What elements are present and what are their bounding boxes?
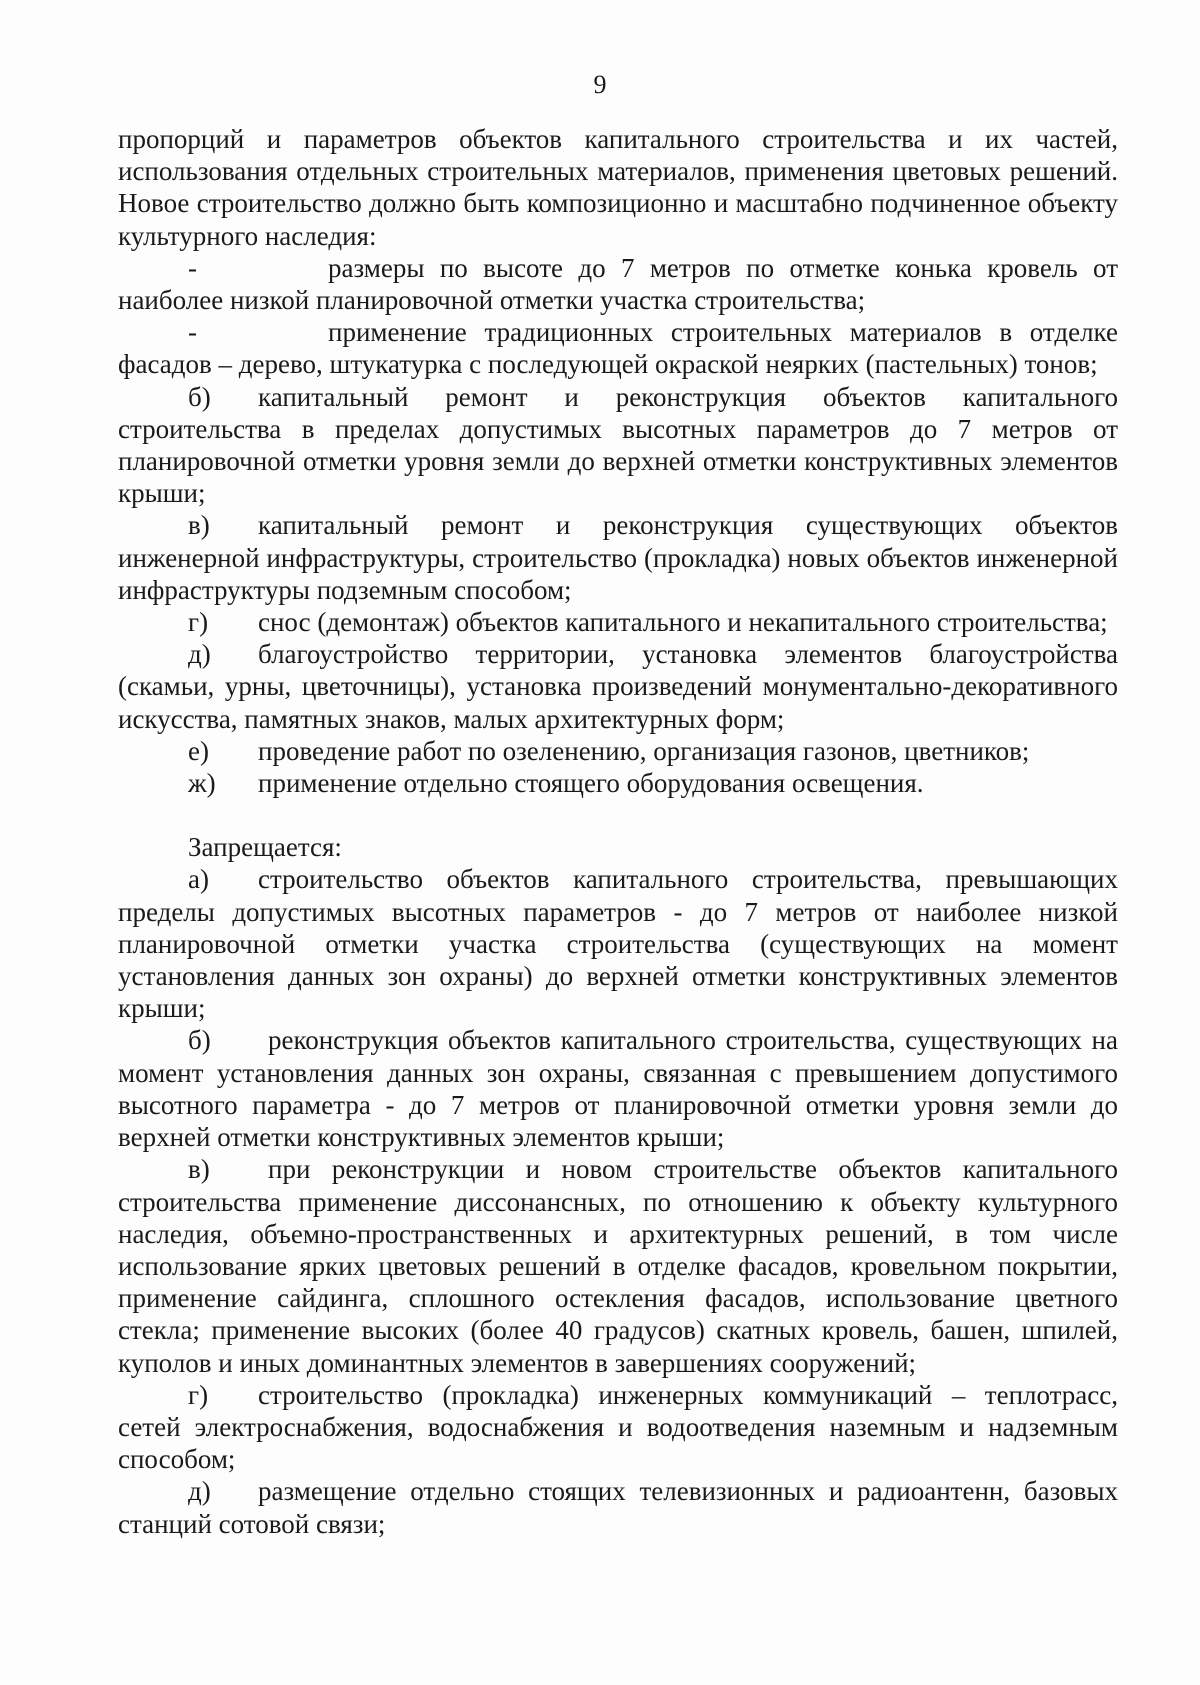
prohibited-item [118, 863, 1118, 1024]
prohibited-item [118, 1475, 1118, 1539]
allowed-item [118, 606, 1118, 638]
item-marker: а) [188, 864, 209, 895]
item-marker: д) [188, 639, 211, 670]
item-text: применение отдельно стоящего оборудования освещения. [258, 768, 924, 799]
dash-item [118, 316, 1118, 380]
item-marker: ж) [188, 768, 216, 799]
allowed-item [118, 735, 1118, 767]
allowed-item [118, 638, 1118, 735]
dash-item-text: применение традиционных строительных материалов в отделке фасадов – дерево, штукатурка с последующей окраской неярких (пастельных) тонов; [118, 317, 1118, 380]
item-text: строительство объектов капитального строительства, превышающих пределы допустимых высотных параметров - до 7 метров от наиболее низкой планировочной отметки участка строительства (существующих на момент установления данных зон охраны) до верхней отметки конструктивных элементов крыши; [118, 864, 1118, 1024]
allowed-item [118, 381, 1118, 510]
item-text: реконструкция объектов капитального строительства, существующих на момент установления данных зон охраны, связанная с превышением допустимого высотного параметра - до 7 метров от планировочной отметки уровня земли до верхней отметки конструктивных элементов крыши; [118, 1025, 1118, 1153]
allowed-item [118, 509, 1118, 606]
dash-marker: - [188, 252, 197, 283]
item-text: капитальный ремонт и реконструкция существующих объектов инженерной инфраструктуры, строительство (прокладка) новых объектов инженерной инфраструктуры подземным способом; [118, 510, 1118, 605]
dash-item-text: размеры по высоте до 7 метров по отметке конька кровель от наиболее низкой планировочной отметки участка строительства; [118, 252, 1118, 316]
item-text: проведение работ по озеленению, организация газонов, цветников; [258, 735, 1030, 766]
item-marker: б) [188, 1025, 211, 1056]
item-marker: е) [188, 735, 209, 766]
item-text: снос (демонтаж) объектов капитального и некапитального строительства; [258, 607, 1108, 638]
item-marker: в) [188, 510, 210, 541]
dash-item [118, 252, 1118, 316]
item-text: благоустройство территории, установка элементов благоустройства (скамьи, урны, цветочницы), установка произведений монументально-декоративного искусства, памятных знаков, малых архитектурных форм; [118, 639, 1118, 734]
prohibited-item [118, 1153, 1118, 1378]
page-number: 9 [593, 70, 607, 99]
allowed-item [118, 767, 1118, 799]
item-marker: в) [188, 1154, 210, 1185]
item-marker: б) [188, 381, 211, 412]
item-text: строительство (прокладка) инженерных коммуникаций – теплотрасс, сетей электроснабжения, водоснабжения и водоотведения наземным и надземным способом; [118, 1379, 1118, 1475]
prohibited-heading: Запрещается: [188, 832, 342, 863]
dash-marker: - [188, 317, 197, 348]
item-marker: д) [188, 1476, 211, 1507]
item-text: капитальный ремонт и реконструкция объектов капитального строительства в пределах допустимых высотных параметров до 7 метров от планировочной отметки уровня земли до верхней отметки конструктивных элементов крыши; [118, 381, 1118, 509]
item-text: размещение отдельно стоящих телевизионных и радиоантенн, базовых станций сотовой связи; [118, 1476, 1118, 1539]
item-text: при реконструкции и новом строительстве объектов капитального строительства применение диссонансных, по отношению к объекту культурного наследия, объемно-пространственных и архитектурных решений, в том числе использование ярких цветовых решений в отделке фасадов, кровельном покрытии, применение сайдинга, сплошного остекления фасадов, использование цветного стекла; применение высоких (более 40 градусов) скатных кровель, башен, шпилей, куполов и иных доминантных элементов в завершениях сооружений; [118, 1154, 1118, 1378]
item-marker: г) [188, 607, 209, 638]
prohibited-item [118, 1379, 1118, 1476]
item-marker: г) [188, 1379, 209, 1410]
document-body [118, 123, 1118, 1540]
prohibited-item [118, 1024, 1118, 1153]
intro-paragraph: пропорций и параметров объектов капитального строительства и их частей, использования отдельных строительных материалов, применения цветовых решений. Новое строительство должно быть композиционно и масштабно подчиненное объекту культурного наследия: [118, 124, 1118, 251]
